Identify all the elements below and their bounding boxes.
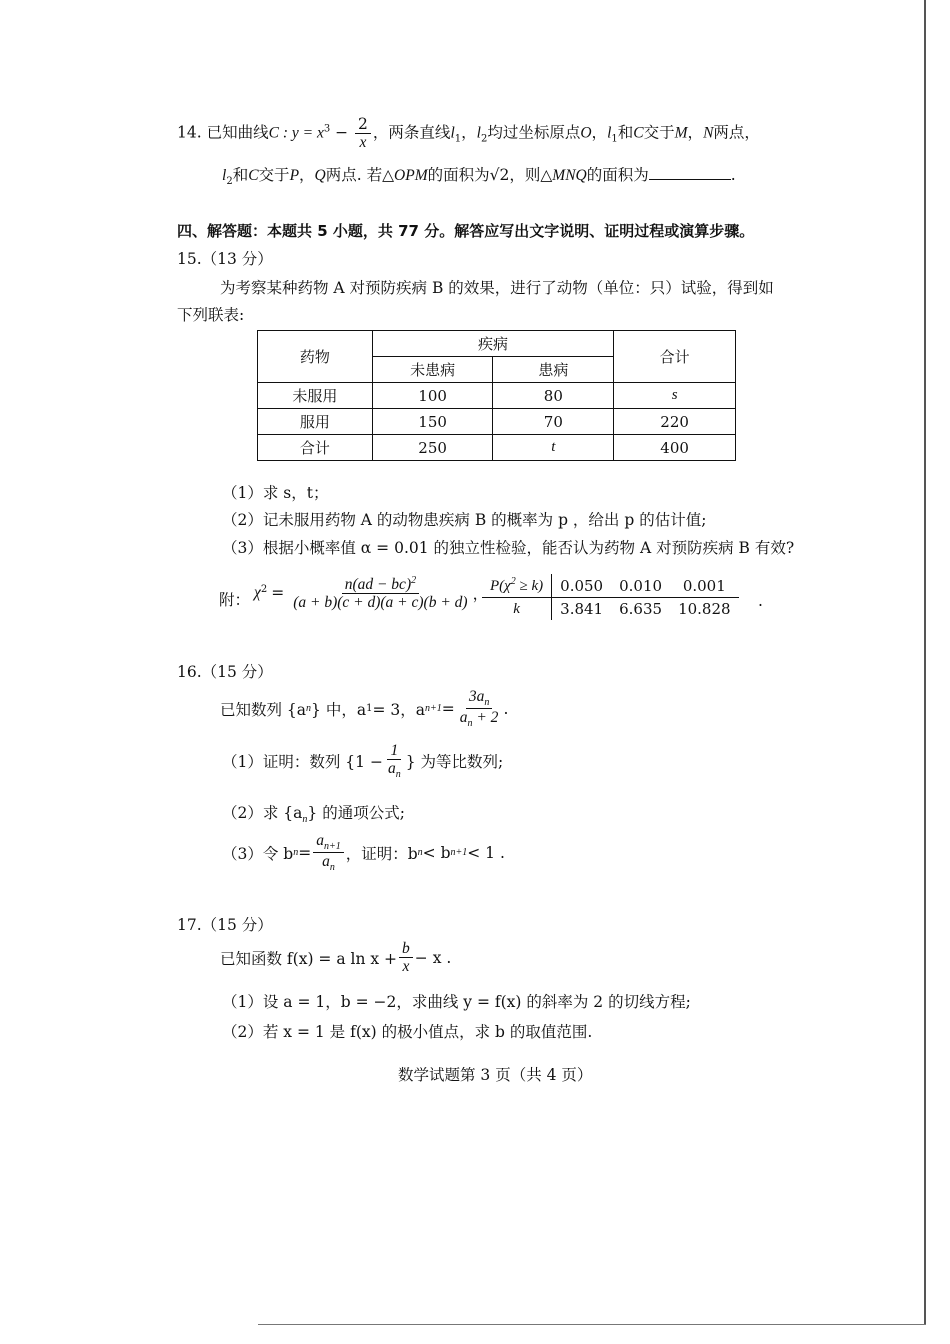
q14-text: ，两条直线 (372, 123, 451, 142)
q16-text: ，证明：b (345, 844, 418, 863)
q14-Q: Q (314, 167, 326, 184)
table-row (258, 409, 736, 435)
header-total: 合计 (614, 331, 736, 383)
q14-text: 均过坐标原点 (487, 123, 581, 142)
q14-frac-num: 2 (355, 116, 371, 134)
q16-text: < b (422, 843, 451, 862)
q16-p1-fraction: $\frac{1}{a_n}$ (387, 742, 401, 781)
table-cell: 80 (493, 383, 614, 409)
q17-frac-den: x (402, 958, 410, 976)
header-disease-yes: 患病 (493, 357, 614, 383)
section-heading: 四、解答题：本题共 5 小题，共 77 分。解答应写出文字说明、证明过程或演算步骤。 (177, 222, 755, 240)
q16-fraction: $\frac{3a_n}{a_n + 2}$ (459, 688, 499, 730)
q14-P: P (289, 167, 300, 184)
chi-square-formula: χ $^2$ = $\frac{n(ad - bc)^2}{(a + b)(c + d)(a + c)(b + d)}$ ， (254, 575, 489, 612)
q14-minus: − (330, 123, 354, 142)
table-row (258, 435, 736, 461)
q16-text: } 为等比数列; (405, 753, 504, 772)
q15-part3: （3）根据小概率值 α = 0.01 的独立性检验，能否认为药物 A 对预防疾病 B 有效? (222, 539, 795, 557)
crit-h1b: ≥ k) (515, 578, 544, 594)
q17-text: − x . (414, 948, 452, 967)
table-cell: 70 (493, 409, 614, 435)
q14-curve: C : y = x (268, 124, 324, 142)
crit-p: 0.050 (552, 574, 611, 598)
answer-blank (649, 165, 731, 180)
q16-text: （1）证明：数列 {1 − (222, 753, 383, 772)
chi-numerator: n(ad − bc) (344, 576, 412, 594)
q14-text: 的面积为 (586, 166, 649, 184)
q16-text: 已知数列 {a (220, 700, 307, 719)
q14-text: 交于 (258, 166, 290, 184)
q16-text: } 中，a (311, 700, 367, 719)
table-cell: 220 (614, 409, 736, 435)
q16-p1-num: 1 (387, 742, 401, 760)
q16-intro: 已知数列 {a n } 中，a 1 = 3，a n+1 = $\frac{3a_n}{a_n + 2}$ . (220, 688, 509, 730)
q14-C: C (633, 124, 644, 142)
table-cell: s (614, 383, 736, 409)
q14-l1b: l (607, 124, 612, 142)
critical-value-table (482, 574, 739, 620)
q14-l2b: l (222, 167, 227, 184)
crit-k: 10.828 (678, 600, 731, 618)
q16-text: （3）令 b (222, 844, 294, 863)
chi-fraction: $\frac{n(ad - bc)^2}{(a + b)(c + d)(a + c)(b + d)}$ (290, 575, 470, 611)
q16-text: } 的通项公式; (307, 804, 405, 822)
scan-edge-right (924, 0, 926, 1325)
q14-text: 两点， (713, 123, 760, 142)
q14-l1: l (450, 124, 455, 142)
scan-edge-bottom (258, 1324, 926, 1325)
q14-number: 14. (177, 123, 202, 142)
q16-part3: （3）令 b n = $\frac{a_{n+1}}{a_n}$ ，证明：b n < b n+1 < 1 . (222, 832, 505, 874)
q14-l2: l (476, 124, 481, 142)
table-row (258, 383, 736, 409)
q16-p3-fraction: $\frac{a_{n+1}}{a_n}$ (313, 832, 344, 873)
table-cell: 250 (372, 435, 493, 461)
crit-header-k: k (482, 598, 552, 621)
q14-line1: 14. 已知曲线C : $y = x^3$ − $\frac{2}{x}$ ，两条直线$l_1$，$l_2$均过坐标原点O，$l_1$和C交于M，N两点， (177, 115, 760, 152)
q16-p3-den: a (322, 853, 330, 871)
q17-frac-num: b (399, 940, 413, 958)
q16-part1 (222, 742, 503, 780)
q17-intro (220, 940, 451, 975)
formula-period: . (758, 592, 763, 610)
q16-p1-den: a (387, 760, 396, 778)
q16-frac-den-b: + 2 (472, 709, 499, 727)
row-label: 未服用 (258, 383, 373, 409)
q14-M: M (674, 124, 688, 142)
crit-k: 3.841 (560, 600, 604, 618)
q14-end: . (730, 166, 736, 184)
chi-symbol: χ (254, 584, 261, 602)
table-cell: 400 (614, 435, 736, 461)
q14-text: 已知曲线 (206, 123, 269, 142)
q14-text: 交于 (643, 123, 675, 142)
q16-text: （2）求 {a (222, 804, 303, 822)
q17-fraction (399, 940, 413, 975)
q14-text: ， (687, 123, 704, 142)
q14-text: 两点. 若△ (325, 166, 395, 184)
q15-number: 15.（13 分） (177, 250, 273, 268)
table-cell: t (493, 435, 614, 461)
q14-N: N (703, 124, 714, 142)
q16-frac-den: a (459, 709, 468, 727)
q14-OPM: OPM (394, 167, 428, 184)
row-label: 服用 (258, 409, 373, 435)
q14-MNQ: MNQ (552, 167, 587, 184)
crit-h1: P(χ (490, 578, 511, 594)
header-drug: 药物 (258, 331, 373, 383)
q14-text: 和 (232, 166, 249, 184)
q16-number: 16.（15 分） (177, 663, 273, 681)
q16-text: < 1 . (467, 843, 505, 862)
header-disease: 疾病 (372, 331, 613, 357)
header-no-disease: 未患病 (372, 357, 493, 383)
crit-p: 0.010 (611, 574, 670, 598)
q16-text: = 3，a (372, 700, 425, 719)
q16-frac-num: 3a (468, 688, 485, 705)
q14-fraction (355, 116, 371, 151)
appendix-label: 附： (219, 591, 251, 609)
q14-sep: ， (461, 123, 477, 142)
q16-text: = (441, 699, 455, 718)
chi-denominator: (a + b)(c + d)(a + c)(b + d) (293, 594, 468, 612)
q14-text: 的面积为√2，则△ (427, 166, 553, 184)
page-footer: 数学试题第 3 页（共 4 页） (398, 1066, 593, 1084)
q14-text: ， (299, 166, 315, 184)
table-cell: 150 (372, 409, 493, 435)
crit-header-p: $P(\chi^2 \ge k)$ (482, 574, 552, 598)
q15-part2: （2）记未服用药物 A 的动物患疾病 B 的概率为 p ，给出 p 的估计值; (222, 511, 707, 529)
q14-text: 和 (617, 123, 634, 142)
q15-part1: （1）求 s，t； (222, 484, 329, 502)
q14-O: O (580, 124, 592, 142)
q16-part2: （2）求 $\{a_n\}$ 的通项公式; (222, 804, 405, 826)
q17-text: 已知函数 f(x) = a ln x + (220, 949, 398, 968)
q14-text: ， (591, 123, 608, 142)
q17-part2: （2）若 x = 1 是 f(x) 的极小值点，求 b 的取值范围. (222, 1023, 593, 1041)
table-cell: 100 (372, 383, 493, 409)
crit-k: 6.635 (619, 600, 663, 618)
q15-intro-line2: 下列联表: (177, 306, 245, 324)
row-label: 合计 (258, 435, 373, 461)
q15-intro-line1: 为考察某种药物 A 对预防疾病 B 的效果，进行了动物（单位：只）试验，得到如 (220, 279, 774, 297)
q14-C2: C (248, 167, 259, 184)
q17-number: 17.（15 分） (177, 916, 273, 934)
q16-p3-num: a (316, 832, 324, 849)
crit-p: 0.001 (670, 574, 739, 598)
q14-line2: $l_2$和C交于P，Q两点. 若△OPM的面积为√2，则△MNQ的面积为 . (222, 166, 736, 188)
contingency-table (257, 330, 736, 461)
q14-frac-den: x (359, 134, 367, 152)
q17-part1: （1）设 a = 1，b = −2，求曲线 y = f(x) 的斜率为 2 的切线方程; (222, 993, 691, 1011)
q16-text: = (298, 843, 312, 862)
